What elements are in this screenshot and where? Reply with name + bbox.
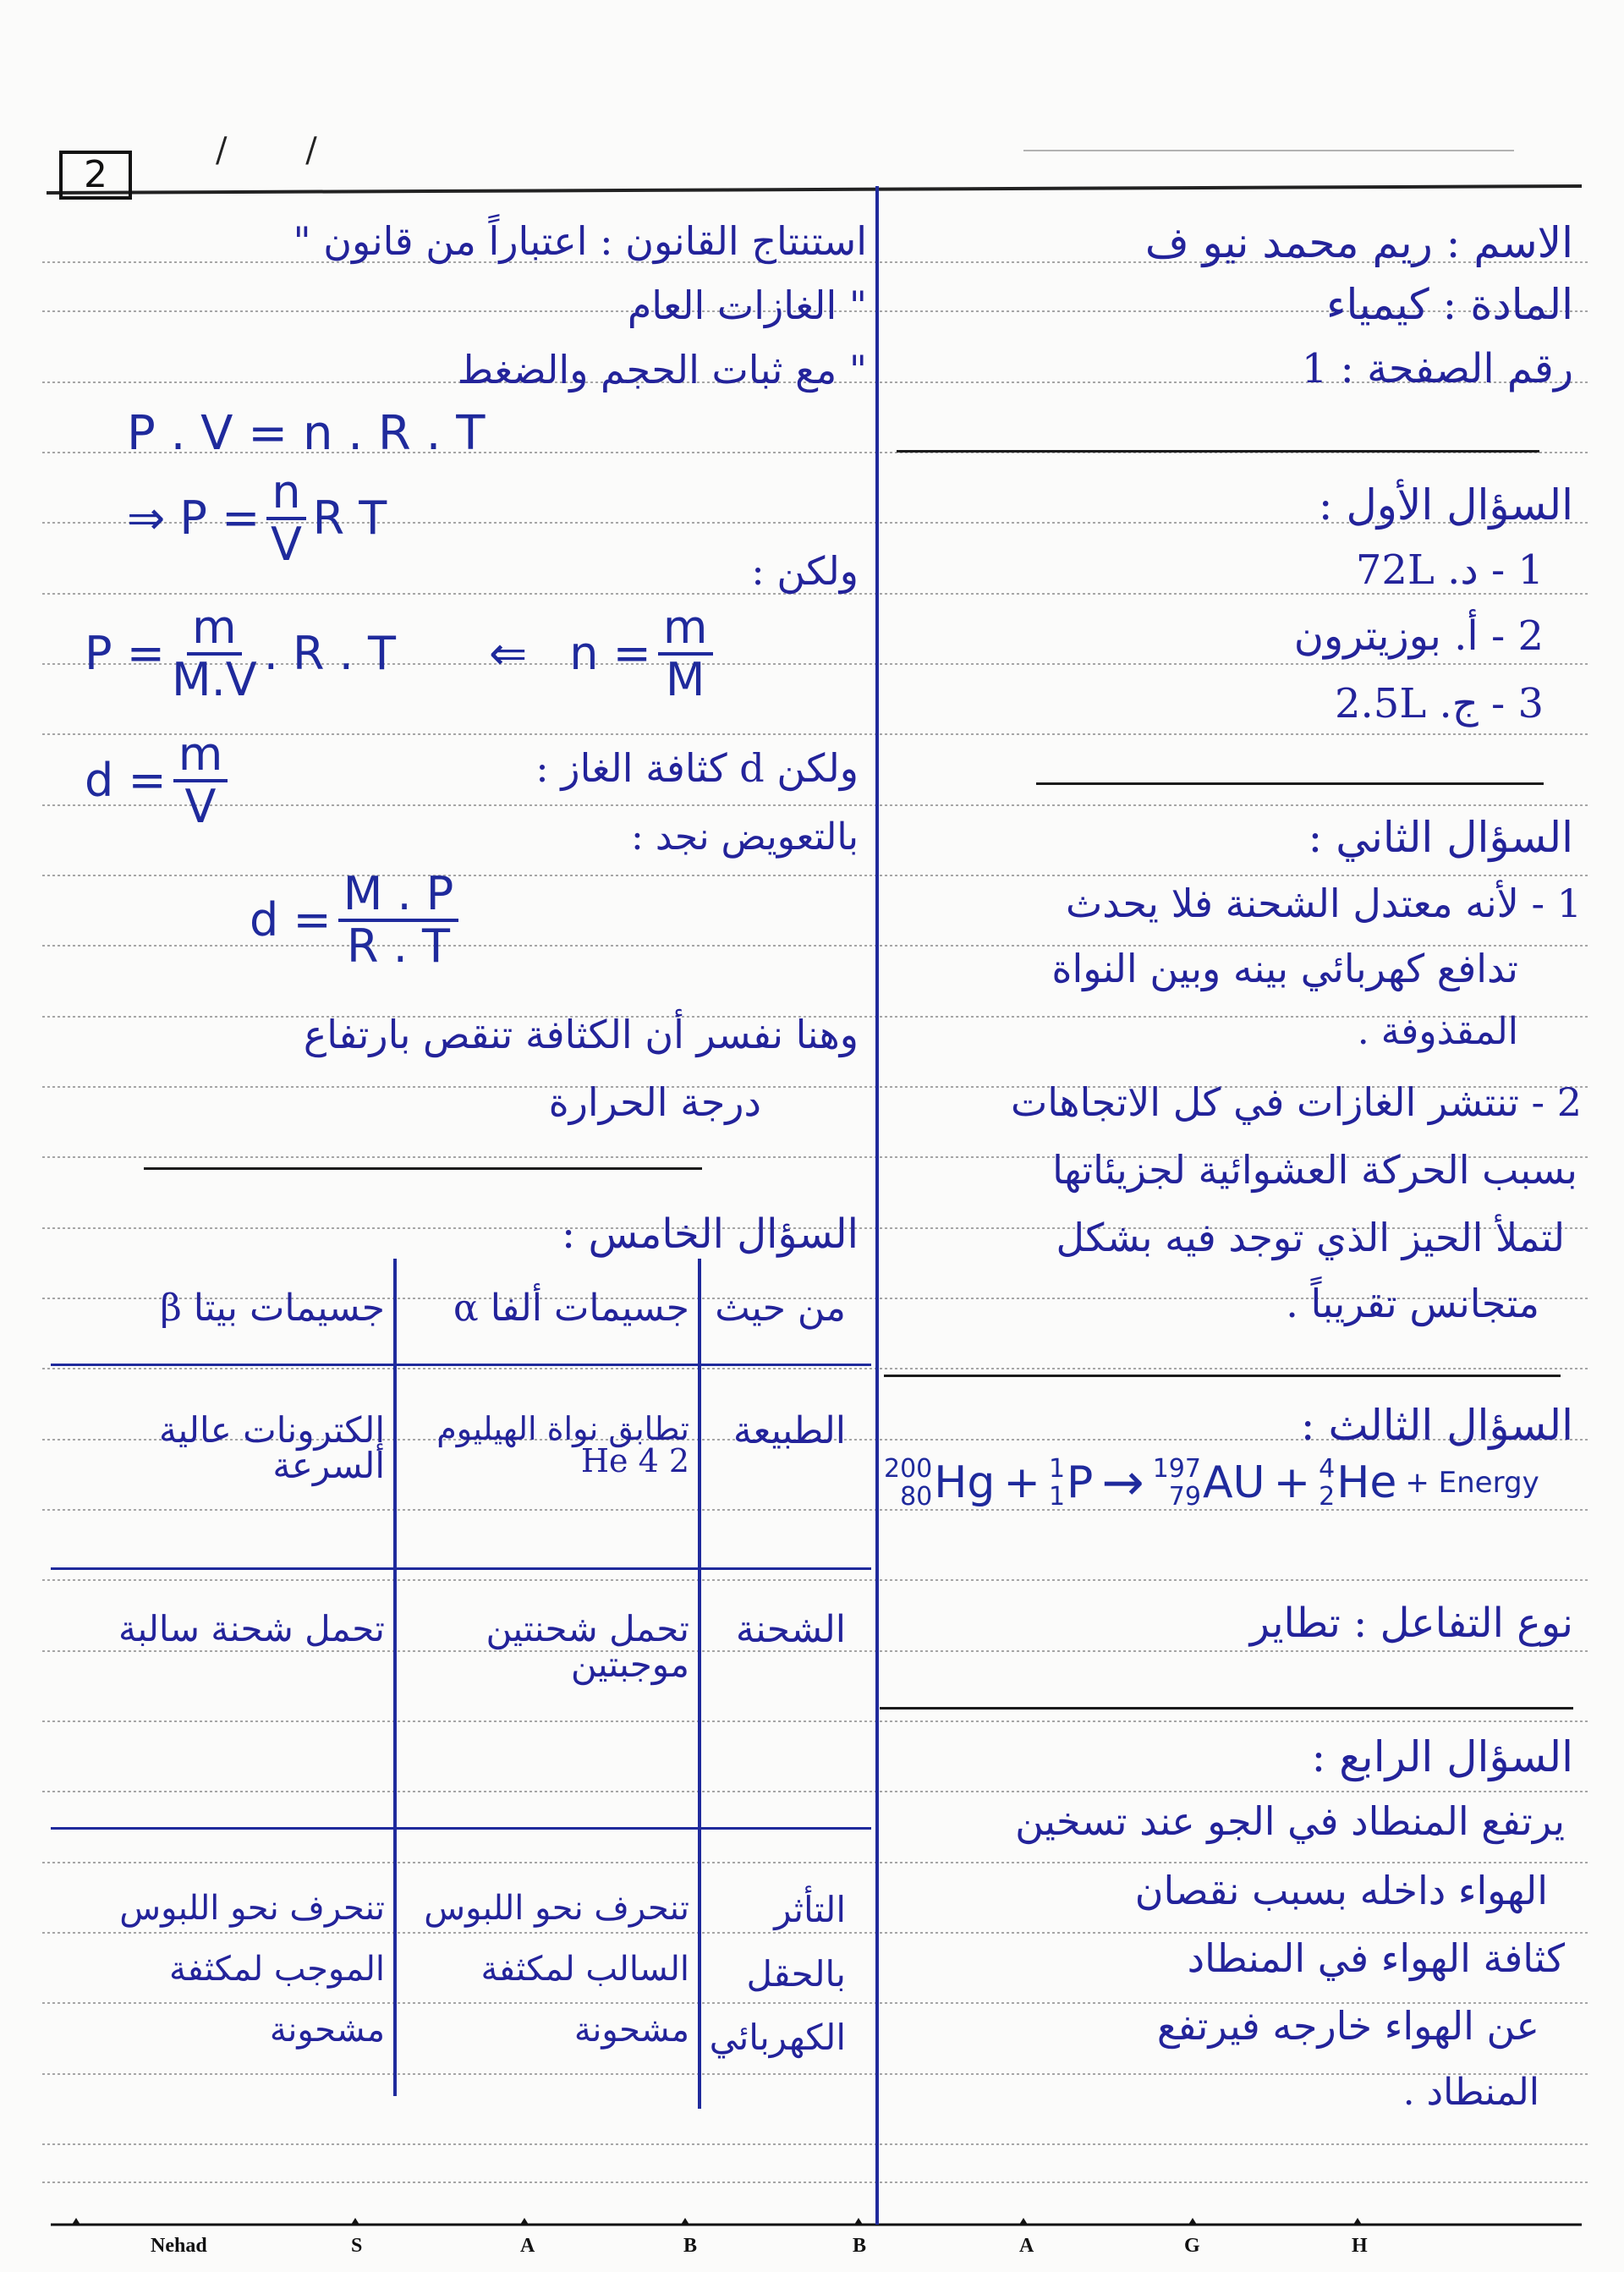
q1-title: السؤال الأول : [1318,480,1573,530]
q5-title: السؤال الخامس : [562,1210,859,1258]
table-header-beta: جسيمات بيتا β [160,1287,385,1330]
footer-label-a2: A [1019,2235,1034,2257]
but-label: ولكن : [751,548,859,594]
gold-nuclide: 197 79 AU [1152,1454,1265,1512]
page-no: رقم الصفحة : 1 [1301,345,1573,392]
q2-title: السؤال الثاني : [1308,813,1573,862]
conclusion-line-2: درجة الحرارة [548,1079,761,1125]
energy-term: + Energy [1405,1466,1539,1500]
subject: المادة : كيمياء [1326,280,1573,329]
plus-sign: + [1003,1457,1040,1508]
page-number-box: 2 [59,151,132,200]
q2-line-1: 1 - لأنه معتدل الشحنة فلا يحدث [1066,881,1582,926]
density-equation: d = $\frac{m}{V}$ [85,732,234,830]
derivation-intro-1: استنتاج القانون : اعتباراً من قانون " [293,218,867,264]
q4-line-4: عن الهواء خارجه فيرتفع [1156,2003,1539,2049]
pressure-equation: ⇒ P = $\frac{n}{V}$ R T [127,465,387,571]
header-divider [897,450,1539,453]
q1-divider [1036,782,1544,785]
q2-line-3: المقذوفة . [1357,1010,1518,1053]
row-charge-label: الشحنة [735,1608,846,1651]
table-header-rule [51,1364,871,1366]
table-row-rule-1 [51,1567,871,1570]
q2-line-4: 2 - تنتشر الغازات في كل الاتجاهات [1010,1079,1582,1125]
proton-nuclide: 1 1 P [1048,1454,1094,1512]
row-field-beta: تنحرف نحو اللبوس الموجب لمكثفة مشحونة [119,1889,385,2050]
derivation-intro-2: " الغازات العام [627,283,867,328]
m-over-mv-fraction: $\frac{m}{M.V}$ [171,601,257,706]
mercury-nuclide: 200 80 Hg [884,1454,996,1512]
q4-line-1: يرتفع المنطاد في الجو عند تسخين [1015,1798,1565,1844]
mp-over-rt-fraction: $\frac{M . P}{R . T}$ [338,871,459,969]
table-header-aspect: من حيث [715,1287,846,1330]
row-nature-beta: إلكترونات عالية السرعة [158,1409,385,1486]
footer-label-b2: B [853,2235,867,2257]
q3-divider [880,1707,1573,1709]
q2-divider [884,1375,1561,1377]
date-slashes: / / [216,131,351,170]
derivation-intro-3: " مع ثبات الحجم والضغط [457,347,867,392]
q4-line-5: المنطاد . [1402,2071,1539,2114]
q2-line-6: لتملأ الحيز الذي توجد فيه بشكل [1056,1215,1565,1260]
row-charge-beta: تحمل شحنة سالبة [118,1608,385,1649]
q4-title: السؤال الرابع : [1311,1732,1573,1781]
footer-label-s: S [351,2235,363,2257]
q4-line-2: الهواء داخله بسبب نقصان [1134,1868,1548,1913]
table-col-line-2 [698,1259,701,2109]
density-definition: ولكن d كثافة الغاز : [535,745,859,791]
m-over-v-fraction: $\frac{m}{V}$ [173,732,228,830]
substitution-label: بالتعويض نجد : [631,815,859,859]
q2-line-2: تدافع كهربائي بينه وبين النواة [1051,946,1518,991]
density-final-equation: d = $\frac{M . P}{R . T}$ [250,871,465,969]
reaction-type: نوع التفاعل : تطاير [1249,1600,1573,1647]
footer-label-a1: A [520,2235,535,2257]
q4-line-3: كثافة الهواء في المنطاد [1187,1935,1565,1981]
student-name: الاسم : ريم محمد نيو ف [1144,218,1573,267]
column-divider [875,186,879,2225]
helium-nuclide: 4 2 He [1319,1454,1397,1512]
footer-label-g: G [1184,2235,1200,2257]
pressure-mass-equation: P = $\frac{m}{M.V}$ . R . T ⇐ n = $\frac{m}{M}$ [85,605,720,703]
n-over-v-fraction: $\frac{n}{V}$ [266,469,305,568]
table-header-alpha: جسيمات ألفا α [453,1287,689,1330]
table-row-rule-2 [51,1827,871,1830]
footer-label-h: H [1352,2235,1368,2257]
row-nature-label: الطبيعة [732,1409,846,1452]
m-over-M-fraction: $\frac{m}{M}$ [658,605,713,703]
q2-line-7: متجانس تقريباً . [1286,1281,1539,1326]
row-nature-alpha: تطابق نواة الهيليوم He 4 2 [436,1410,689,1479]
table-col-line-1 [393,1259,397,2096]
q1-answer-1: 1 - د. 72L [1355,546,1544,594]
q3-title: السؤال الثالث : [1300,1401,1573,1450]
row-field-alpha: تنحرف نحو اللبوس السالب لمكثفة مشحونة [424,1889,689,2050]
derivation-divider [144,1167,702,1170]
nuclear-equation [884,1455,1539,1511]
conclusion-line-1: وهنا نفسر أن الكثافة تنقص بارتفاع [303,1012,859,1057]
implies-arrow: ⇐ [489,627,528,680]
ideal-gas-equation: P . V = n . R . T [127,406,486,461]
reaction-arrow: → [1101,1453,1144,1512]
footer-label-b1: B [683,2235,698,2257]
plus-sign-2: + [1273,1457,1311,1508]
q1-answer-3: 3 - ج. 2.5L [1335,680,1544,727]
footer-label-nehad: Nehad [151,2235,207,2257]
q2-line-5: بسبب الحركة العشوائية لجزيئاتها [1052,1147,1577,1193]
row-charge-alpha: تحمل شحنتين موجبتين [486,1608,689,1685]
row-field-label: التأثر بالحقل الكهربائي [709,1889,846,2059]
q1-answer-2: 2 - أ. بوزيترون [1293,612,1544,660]
